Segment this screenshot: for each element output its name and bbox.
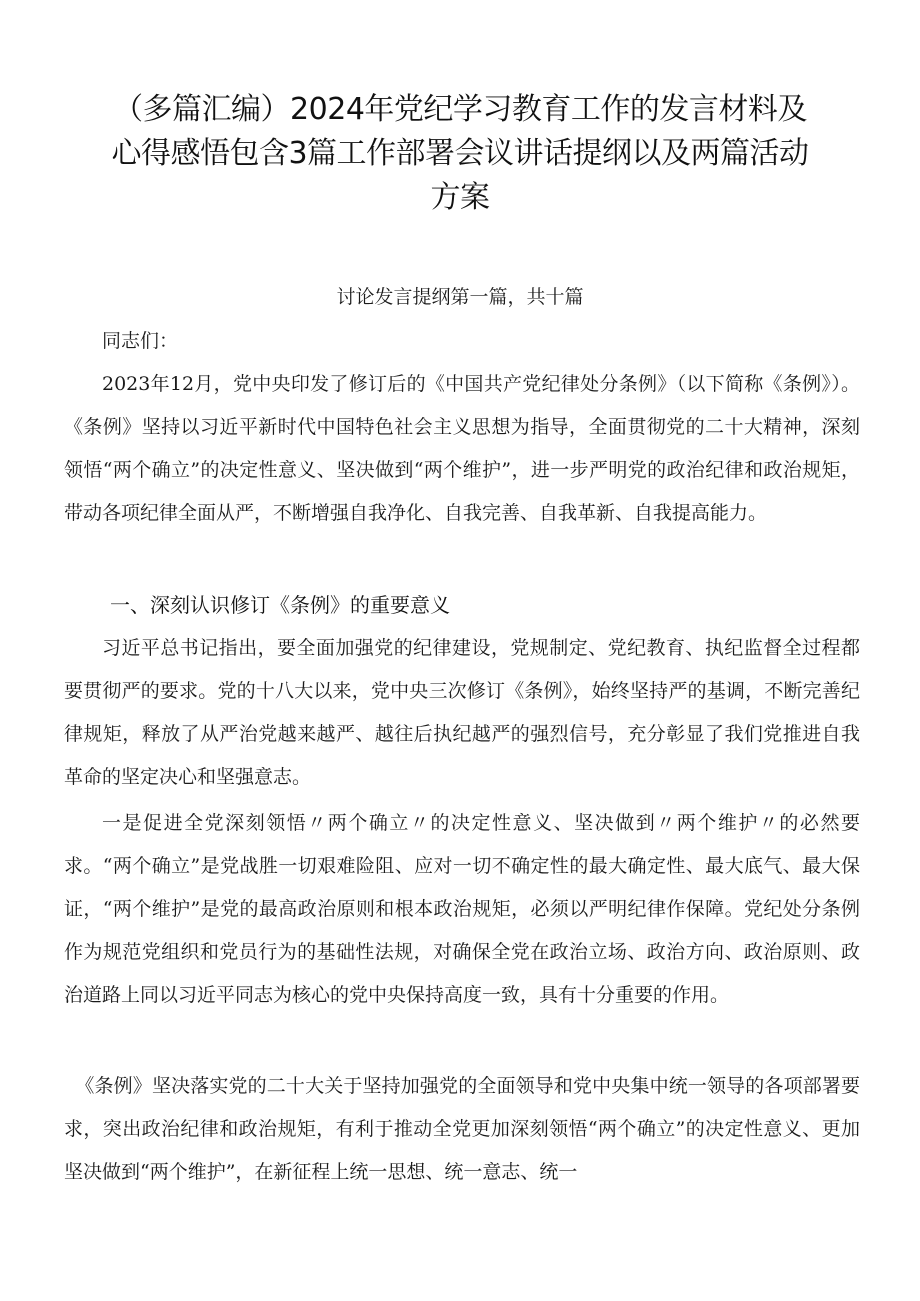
paragraph-significance: 习近平总书记指出，要全面加强党的纪律建设，党规制定、党纪教育、执纪监督全过程都要贯彻严的要求。党的十八大以来，党中央三次修订《条例》，始终坚持严的基调，不断完善纪律规矩，释放了从严治党越来越严、越往后执纪越严的强烈信号，充分彰显了我们党推进自我革命的坚定决心和坚强意志。 (64, 637, 860, 788)
paragraph-intro: 2023年12月，党中央印发了修订后的《中国共产党纪律处分条例》（以下简称《条例》）。《条例》坚持以习近平新时代中国特色社会主义思想为指导，全面贯彻党的二十大精神，深刻领悟“两个确立”的决定性意义、坚决做到“两个维护”，进一步严明党的政治纪律和政治规矩，带动各项纪律全面从严，不断增强自我净化、自我完善、自我革新、自我提高能力。 (64, 373, 860, 524)
paragraph-point-one: 一是促进全党深刻领悟〃两个确立〃的决定性意义、坚决做到〃两个维护〃的必然要求。“两个确立”是党战胜一切艰难险阻、应对一切不确定性的最大确定性、最大底气、最大保证，“两个维护”是党的最高政治原则和根本政治规矩，必须以严明纪律作保障。党纪处分条例作为规范党组织和党员行为的基础性法规，对确保全党在政治立场、政治方向、政治原则、政治道路上同以习近平同志为核心的党中央保持高度一致，具有十分重要的作用。 (64, 812, 860, 1006)
greeting: 同志们： (102, 330, 179, 352)
section-heading-1: 一、深刻认识修订《条例》的重要意义 (110, 593, 450, 617)
title-line-1: （多篇汇编）2024年党纪学习教育工作的发言材料及 (113, 92, 807, 127)
title-line-2: 心得感悟包含3篇工作部署会议讲话提纲以及两篇活动 (111, 136, 809, 171)
title-line-3: 方案 (430, 180, 490, 215)
document-title (60, 88, 860, 220)
paragraph-continued: 《条例》坚决落实党的二十大关于坚持加强党的全面领导和党中央集中统一领导的各项部署要求，突出政治纪律和政治规矩，有利于推动全党更加深刻领悟“两个确立”的决定性意义、更加坚决做到“两个维护”，在新征程上统一思想、统一意志、统一 (64, 1075, 860, 1183)
document-subtitle: 讨论发言提纲第一篇，共十篇 (336, 286, 584, 308)
